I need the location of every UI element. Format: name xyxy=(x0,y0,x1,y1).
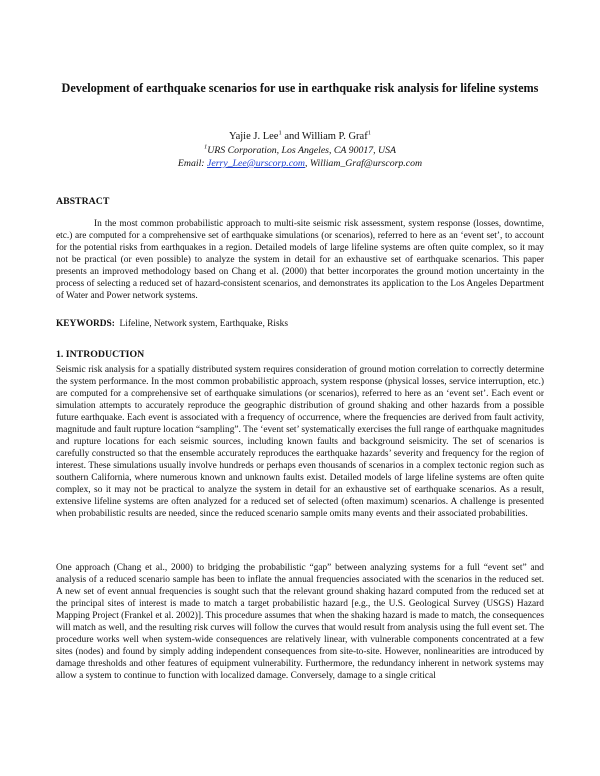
email-line xyxy=(60,157,540,170)
author-name: Yajie J. Lee xyxy=(229,131,279,142)
affiliation-text: URS Corporation, Los Angeles, CA 90017, USA xyxy=(207,145,397,156)
section-heading: 1. INTRODUCTION xyxy=(56,349,145,360)
email-link[interactable]: Jerry_Lee@urscorp.com xyxy=(207,158,306,169)
keywords-text: Lifeline, Network system, Earthquake, Risks xyxy=(114,319,288,329)
body-paragraph: One approach (Chang et al., 2000) to bridging the probabilistic “gap” between analyzing systems for a full “event set” and analysis of a reduced scenario sample has been to inflate the annual frequencies associated with the scenarios in the reduced set. A new set of event annual frequencies is sought such that the relevant ground shaking hazard computed from the reduced set at the principal sites of interest is made to match a target probabilistic hazard [e.g., the U.S. Geological Survey (USGS) Hazard Mapping Project (Frankel et al. 2002)]. This procedure assumes that when the shaking hazard is made to match, the consequences will match as well, and the resulting risk curves will follow the curves that would result from analysis using the full event set. The procedure works well when system-wide consequences are relatively linear, with vulnerable components concentrated at a few sites (nodes) and found by simply adding independent consequences from site-to-site. However, nonlinearities are introduced by damage thresholds and other features of equipment vulnerability. Furthermore, the redundancy inherent in network systems may allow a system to continue to function with localized damage. Conversely, damage to a single critical xyxy=(56,563,545,681)
author-name: William P. Graf xyxy=(301,131,368,142)
keywords-label: KEYWORDS: xyxy=(56,319,115,329)
author-line xyxy=(60,130,540,143)
author-conjunction: and xyxy=(281,131,302,142)
paper-title: Development of earthquake scenarios for use in earthquake risk analysis for lifeline systems xyxy=(61,81,539,95)
body-paragraph: Seismic risk analysis for a spatially distributed system requires consideration of ground motion correlation to correctly determine the system performance. In the most common probabilistic approach, system response (physical losses, service interruption, etc.) are computed for a comprehensive set of earthquake simulations (or scenarios), referred to here as an ‘event set’. Each event or simulation attempts to accurately reproduce the geographic distribution of ground shaking and other hazards from a possible future earthquake. Each event is associated with a frequency of occurrence, where the frequencies are derived from fault activity, magnitude and fault rupture location “sampling”. The ‘event set’ systematically exercises the full range of earthquake magnitudes and rupture locations for each seismic sources, including known faults and background seismicity. The set of scenarios is carefully constructed so that the ensemble accurately reproduces the earthquake hazards’ severity and frequency for the region of interest. These simulations usually involve hundreds or perhaps even thousands of scenarios in a complex tectonic region such as southern California, where numerous known and unknown faults exist. Detailed models of large lifeline systems are often quite complex, so it may not be practical to analyze the system in detail for an exhaustive set of earthquake scenarios. As a result, extensive lifeline systems are often analyzed for a reduced set of selected (often maximum) scenarios. A challenge is presented when probabilistic results are needed, since the reduced scenario sample omits many events and their associated probabilities. xyxy=(56,365,544,519)
affiliation-mark: 1 xyxy=(203,143,208,151)
affiliation-line xyxy=(60,144,540,157)
author-affiliation-mark: 1 xyxy=(367,129,371,137)
email-label: Email: xyxy=(177,158,208,169)
email-text: William_Graf@urscorp.com xyxy=(309,158,423,169)
email-separator: , xyxy=(305,158,310,169)
author-affiliation-mark: 1 xyxy=(278,129,282,137)
abstract-body: In the most common probabilistic approach to multi-site seismic risk assessment, system response (losses, downtime, etc.) are computed for a comprehensive set of earthquake simulations (or scenarios), referred to here as an ‘event set’, to account for the potential risks from earthquakes in a region. Detailed models of large lifeline systems are often quite complex, so it may not be practical (or even possible) to analyze the system in detail for an exhaustive set of earthquake scenarios. This paper presents an improved methodology based on Chang et al. (2000) that better incorporates the ground motion uncertainty in the process of selecting a reduced set of hazard-consistent scenarios, and demonstrates its application to the Los Angeles Department of Water and Power network systems. xyxy=(56,219,544,301)
keywords-line xyxy=(56,319,544,329)
abstract-heading: ABSTRACT xyxy=(56,196,110,207)
